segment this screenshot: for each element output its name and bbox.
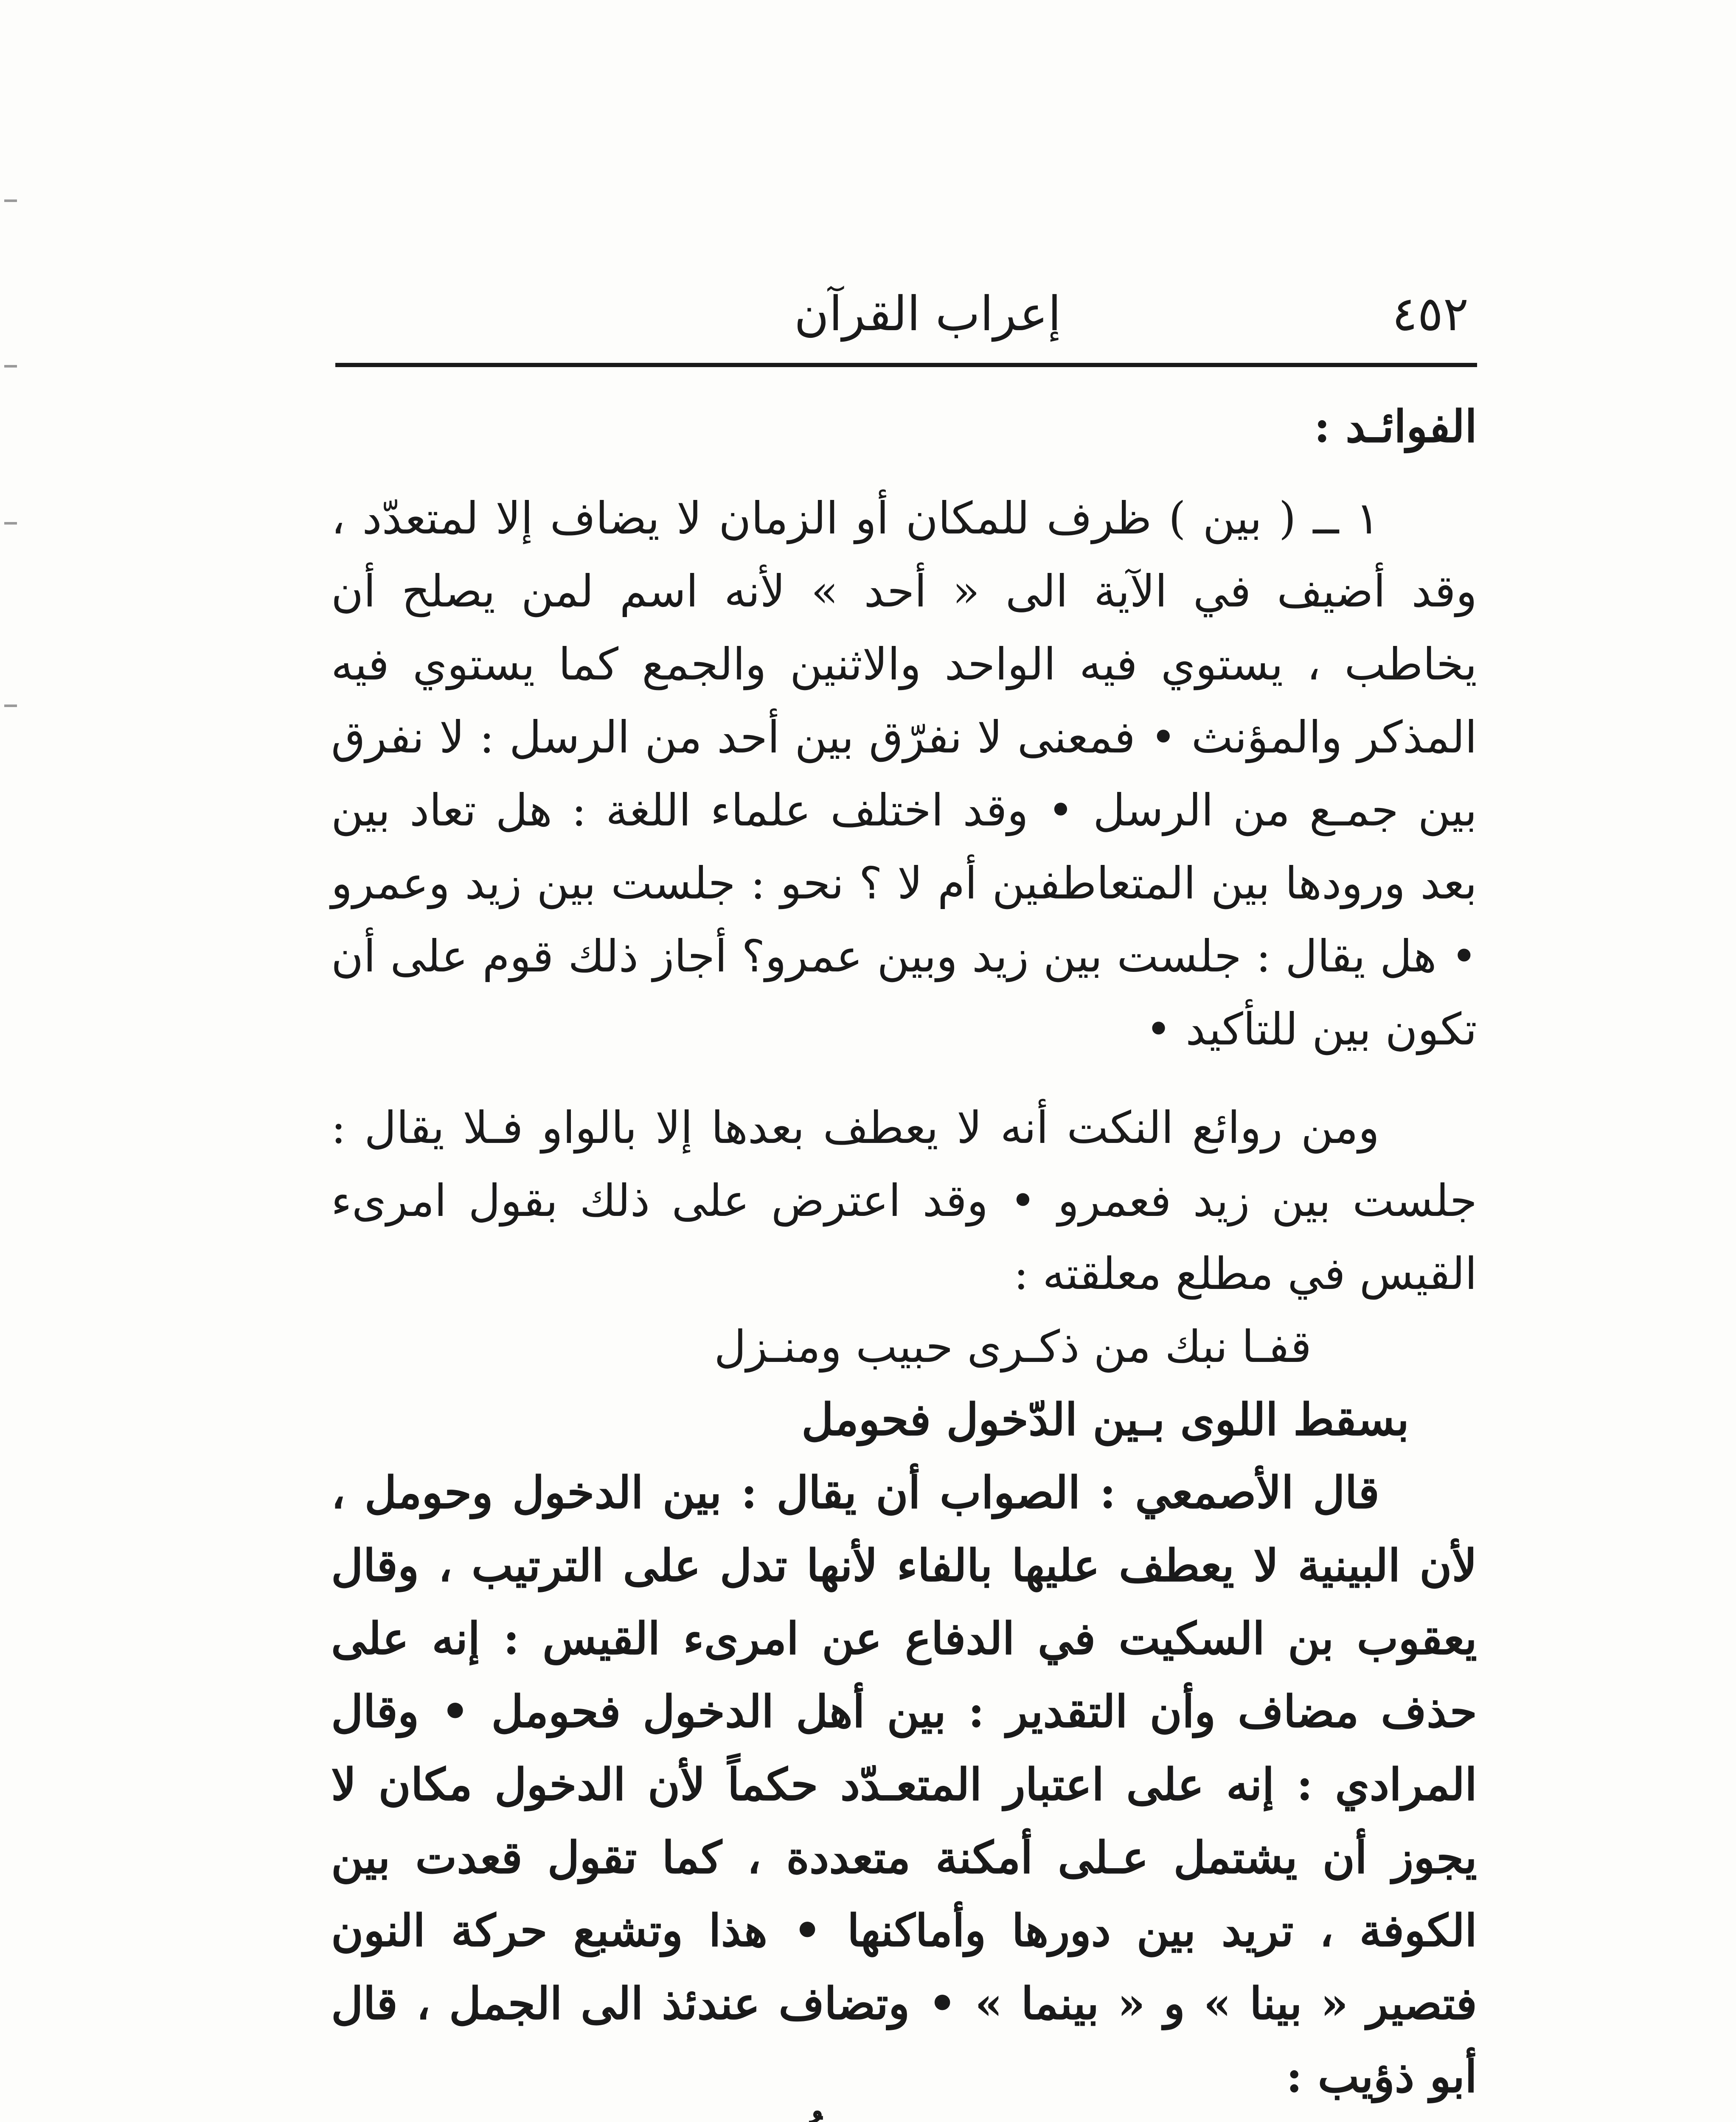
paragraph-conjunction-note: ومن روائع النكت أنه لا يعطف بعدها إلا بالواو فـلا يقال : جلست بين زيد فعمرو • وقد اعترض على ذلك بقول امرىء القيس في مطلع معلقته : [331,1102,1478,1300]
scan-margin-mark [4,705,17,707]
verse-imru-line-2: بسقط اللوى بـين الدّخول فحومل [801,1393,1409,1446]
scan-margin-mark [4,199,17,202]
paragraph-bayna-definition: ١ ــ ( بين ) ظرف للمكان أو الزمان لا يضاف إلا لمتعدّد ، وقد أضيف في الآية الى « أحد » لأنه اسم لمن يصلح أن يخاطب ، يستوي فيه الواحد والاثنين والجمع كما يستوي فيه المذكر والمؤنث • فمعنى لا نفرّق بين أحد من الرسل : لا نفرق بين جمـع من الرسل • وقد اختلف علماء اللغة : هل تعاد بين بعد ورودها بين المتعاطفين أم لا ؟ نحو : جلست بين زيد وعمرو • هل يقال : جلست بين زيد وبين عمرو؟ أجاز ذلك قوم على أن تكون بين للتأكيد • [331,492,1478,1055]
scan-margin-mark [4,365,17,368]
page-number: ٤٥٢ [1392,286,1469,342]
verse-imru-line-1: قفـا نبك من ذكـرى حبيب ومنـزل [714,1321,1312,1373]
verse-abu-dhuayb [331,2117,1477,2122]
page-header [331,276,1469,356]
header-divider [335,363,1477,367]
verse-abu-dhuayb-first-hemistich [978,2117,1418,2122]
page-body [331,388,1477,2122]
running-title: إعراب القرآن [794,286,1061,342]
verse-abu-dhuayb-second-hemistich [468,2117,910,2122]
section-heading: الفوائـد : [1314,400,1477,452]
scan-margin-mark [4,522,17,525]
paragraph-asmai-commentary: قال الأصمعي : الصواب أن يقال : بين الدخول وحومل ، لأن البينية لا يعطف عليها بالفاء لأنها تدل على الترتيب ، وقال يعقوب بن السكيت في الدفاع عن امرىء القيس : إنه على حذف مضاف وأن التقدير : بين أهل الدخول فحومل • وقال المرادي : إنه على اعتبار المتعـدّد حكماً لأن الدخول مكان لا يجوز أن يشتمل عـلى أمكنة متعددة ، كما تقول قعدت بين الكوفة ، تريد بين دورها وأماكنها • هذا وتشبع حركة النون فتصير « بينا » و « بينما » • وتضاف عندئذ الى الجمل ، قال أبو ذؤيب : [331,1466,1477,2102]
